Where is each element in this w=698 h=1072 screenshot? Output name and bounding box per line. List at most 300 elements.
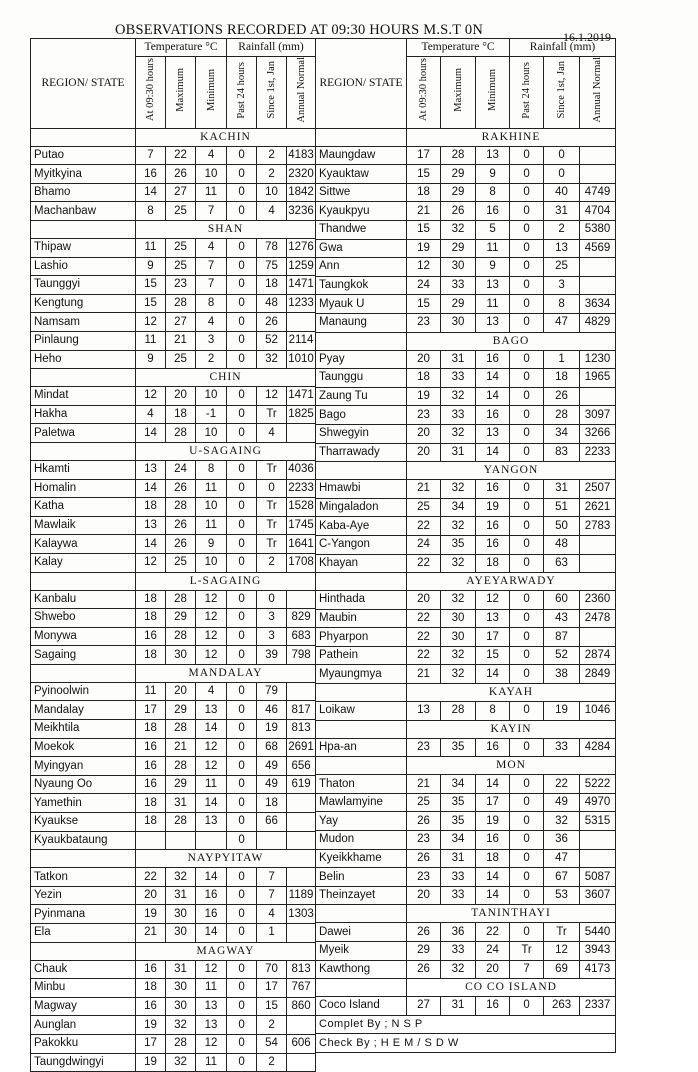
station-value: 11 [196,183,227,202]
station-row [31,831,316,850]
station-name: Moekok [31,738,136,757]
station-value: 767 [287,979,316,998]
station-value: 0 [227,960,257,979]
station-value: 18 [476,554,510,573]
station-value: 13 [196,813,227,832]
station-value: 23 [407,738,441,757]
station-row [31,239,316,258]
station-value: 2507 [580,480,616,499]
station-value: 18 [136,646,166,665]
station-value: 0 [227,775,257,794]
station-value: 34 [441,831,476,850]
station-value: 26 [544,387,580,406]
station-value [287,831,316,850]
station-value: 0 [510,812,544,831]
station-row [31,183,316,202]
station-value: 18 [136,720,166,739]
station-value: 0 [227,831,257,850]
station-name: Belin [316,868,407,887]
station-row [31,1053,316,1072]
station-value: 31 [441,350,476,369]
column-header-label: Since 1st, Jan [266,61,278,119]
station-row [316,369,616,388]
station-value: 18 [136,979,166,998]
station-value: 31 [441,997,476,1016]
station-value: 10 [196,553,227,572]
station-value: 23 [407,406,441,425]
station-name: Sittwe [316,183,407,202]
station-value: 15 [136,276,166,295]
station-value: 39 [257,646,287,665]
footer-row [316,1034,616,1053]
station-value: 26 [166,535,196,554]
column-header [287,57,316,129]
section-blank [31,942,136,960]
station-value: 18 [544,369,580,388]
station-value: 26 [166,165,196,184]
station-value: 18 [166,405,196,424]
section-title: KACHIN [136,128,316,146]
station-value: 16 [476,997,510,1016]
station-value: 24 [407,535,441,554]
station-value: 0 [227,183,257,202]
station-value: 34 [441,498,476,517]
station-name: Myeik [316,942,407,961]
column-header [544,57,580,129]
station-value: 53 [544,886,580,905]
station-value: 18 [136,794,166,813]
station-value: 30 [166,979,196,998]
station-value: Tr [257,516,287,535]
station-value [580,258,616,277]
station-value: 13 [196,1016,227,1035]
station-value: 14 [476,868,510,887]
station-value: 32 [441,480,476,499]
station-name: Maungdaw [316,146,407,165]
station-value: 16 [476,738,510,757]
station-value: 18 [136,498,166,517]
section-title: MANDALAY [136,664,316,682]
station-row [31,960,316,979]
station-value: 29 [166,701,196,720]
station-name: Kyeikkhame [316,849,407,868]
station-name: Mingaladon [316,498,407,517]
station-value: 49 [544,793,580,812]
station-value: 26 [407,960,441,979]
station-value: 21 [136,924,166,943]
section-blank [31,221,136,239]
station-name: Thandwe [316,221,407,240]
station-row [316,239,616,258]
station-value: 0 [510,443,544,462]
station-value: 4 [196,682,227,701]
station-name: Hinthada [316,591,407,610]
station-name: Putao [31,146,136,165]
header-row-top [316,39,616,57]
section-row [31,128,316,146]
station-row [31,460,316,479]
station-value: 30 [441,313,476,332]
column-header [136,57,166,129]
station-name: Myitkyina [31,165,136,184]
section-blank [316,684,407,702]
station-value: 33 [544,738,580,757]
station-value: 1965 [580,369,616,388]
station-value: 19 [476,812,510,831]
station-name: Hkamti [31,460,136,479]
station-value: 2233 [580,443,616,462]
station-value: 20 [166,682,196,701]
station-value: 0 [227,868,257,887]
station-value: 32 [441,387,476,406]
station-value: 1471 [287,387,316,406]
station-name: Kyaukse [31,813,136,832]
station-value: 4173 [580,960,616,979]
station-value: 32 [257,350,287,369]
station-value: 87 [544,628,580,647]
station-value: 18 [257,276,287,295]
station-value: 24 [407,276,441,295]
section-blank [316,757,407,775]
station-value: 14 [196,794,227,813]
station-value: 7 [196,257,227,276]
station-value: -1 [196,405,227,424]
station-value: 33 [441,276,476,295]
column-header [257,57,287,129]
station-value: 0 [510,146,544,165]
station-value: 21 [166,331,196,350]
station-value [287,424,316,443]
station-value: 0 [227,646,257,665]
station-value: 14 [476,886,510,905]
station-value: 30 [441,609,476,628]
station-value: 31 [441,443,476,462]
station-row [316,313,616,332]
station-value: 21 [407,202,441,221]
station-row [31,997,316,1016]
station-value: 13 [476,424,510,443]
station-value: 0 [227,701,257,720]
station-row [31,405,316,424]
section-blank [316,979,407,997]
station-value: 4036 [287,460,316,479]
station-value: 26 [441,202,476,221]
section-blank [316,332,407,350]
station-value: 829 [287,609,316,628]
section-blank [316,905,407,923]
station-value: 0 [227,1016,257,1035]
station-value: 32 [441,960,476,979]
station-value: 0 [510,350,544,369]
station-name: Ela [31,924,136,943]
station-name: Yezin [31,886,136,905]
station-name: Taungdwingyi [31,1053,136,1072]
section-title: CHIN [136,369,316,387]
station-value: 0 [227,1034,257,1053]
station-value: 14 [136,535,166,554]
station-value: 860 [287,997,316,1016]
section-row [316,128,616,146]
station-value: 0 [227,202,257,221]
station-value: 656 [287,757,316,776]
station-value: 28 [166,720,196,739]
station-name: C-Yangon [316,535,407,554]
left-observation-table [30,38,316,1072]
station-value: 2233 [287,479,316,498]
column-header-label: Annual Normal [295,57,307,123]
station-value: 9 [136,257,166,276]
section-title: BAGO [407,332,616,350]
station-value: 14 [476,387,510,406]
station-value [287,682,316,701]
section-row [316,979,616,997]
station-value: 5315 [580,812,616,831]
station-value: 0 [227,516,257,535]
station-row [31,146,316,165]
station-value: 31 [166,794,196,813]
station-name: Zaung Tu [316,387,407,406]
station-value: 0 [227,424,257,443]
section-title: SHAN [136,221,316,239]
station-name: Ann [316,258,407,277]
station-value [580,554,616,573]
column-header [196,57,227,129]
station-value: 0 [227,498,257,517]
station-value: 31 [166,960,196,979]
station-name: Bago [316,406,407,425]
column-header [441,57,476,129]
station-value: 1641 [287,535,316,554]
station-value: 28 [166,424,196,443]
station-value: 0 [510,609,544,628]
station-row [31,1016,316,1035]
column-header-label: Maximum [175,67,186,112]
station-value: 11 [136,331,166,350]
station-value: 3943 [580,942,616,961]
station-row [316,793,616,812]
station-value: 12 [196,960,227,979]
station-value: 32 [441,221,476,240]
station-value [287,1053,316,1072]
station-row [31,331,316,350]
station-name: Phyarpon [316,628,407,647]
station-value: 63 [544,554,580,573]
station-value: 8 [196,460,227,479]
station-name: Mudon [316,831,407,850]
station-value: 4829 [580,313,616,332]
column-header-label: Annual Normal [592,57,604,123]
station-value: Tr [257,405,287,424]
station-value: 17 [407,146,441,165]
section-row [31,942,316,960]
station-value [580,387,616,406]
station-name: Sagaing [31,646,136,665]
station-value: 8 [196,294,227,313]
station-value: 25 [166,239,196,258]
station-value: 0 [510,295,544,314]
station-value: 25 [166,202,196,221]
station-value: 0 [227,1053,257,1072]
section-title: RAKHINE [407,128,616,146]
station-value: 0 [510,221,544,240]
station-name: Myingyan [31,757,136,776]
section-blank [31,128,136,146]
station-value: 14 [136,424,166,443]
station-row [31,387,316,406]
station-value: 4970 [580,793,616,812]
station-value: 1745 [287,516,316,535]
section-row [316,684,616,702]
station-row [31,868,316,887]
station-row [316,146,616,165]
station-value: 13 [136,516,166,535]
station-value: 28 [544,406,580,425]
station-value: 14 [196,720,227,739]
station-value: 9 [196,535,227,554]
station-value: 8 [476,183,510,202]
station-value: 12 [196,738,227,757]
station-value: 0 [227,276,257,295]
station-value: 2360 [580,591,616,610]
section-row [316,905,616,923]
station-value: 0 [510,886,544,905]
station-value: 14 [136,183,166,202]
station-value: 33 [441,406,476,425]
station-value: 8 [544,295,580,314]
station-value: 48 [257,294,287,313]
station-value: 33 [441,369,476,388]
station-value: 1528 [287,498,316,517]
station-value: 33 [441,886,476,905]
station-value: 22 [407,628,441,647]
station-value [196,831,227,850]
station-value: 20 [407,424,441,443]
station-value: 0 [510,591,544,610]
station-value: 27 [407,997,441,1016]
station-value: 0 [227,886,257,905]
station-value: 20 [166,387,196,406]
station-value: 13 [476,609,510,628]
station-value: 0 [510,628,544,647]
station-value: 18 [136,609,166,628]
station-value: 31 [166,886,196,905]
station-value: 23 [407,313,441,332]
station-value: 12 [257,387,287,406]
station-value: 35 [441,812,476,831]
station-value: 2337 [580,997,616,1016]
station-value: 29 [407,942,441,961]
section-row [31,850,316,868]
station-name: Kyauktaw [316,165,407,184]
station-value: 9 [476,258,510,277]
station-value: 31 [544,202,580,221]
station-row [316,960,616,979]
station-name: Kalaywa [31,535,136,554]
footer-row [316,1015,616,1034]
station-value: 0 [510,239,544,258]
station-value: 606 [287,1034,316,1053]
region-state-header: REGION/ STATE [316,39,407,129]
column-header [510,57,544,129]
station-value: 35 [441,535,476,554]
station-name: Thaton [316,775,407,794]
station-value: 0 [510,665,544,684]
station-value: 11 [196,979,227,998]
station-name: Aunglan [31,1016,136,1035]
station-value: 16 [136,738,166,757]
station-value: 25 [166,350,196,369]
station-value: 1259 [287,257,316,276]
station-value: 12 [136,387,166,406]
station-value: 0 [510,997,544,1016]
station-row [316,517,616,536]
station-row [31,276,316,295]
station-value: 14 [196,924,227,943]
station-value: 3 [257,627,287,646]
station-value: 0 [227,627,257,646]
station-value: 16 [136,960,166,979]
station-value: 0 [510,923,544,942]
station-value: 0 [227,813,257,832]
station-value: 20 [476,960,510,979]
station-value [257,831,287,850]
station-value: 0 [227,905,257,924]
section-blank [316,462,407,480]
station-value: 22 [407,554,441,573]
station-value: 52 [544,646,580,665]
header-row-top [31,39,316,57]
station-value: 1825 [287,405,316,424]
station-value: 16 [476,517,510,536]
station-name: Minbu [31,979,136,998]
station-value [580,165,616,184]
station-name: Theinzayet [316,886,407,905]
station-row [316,997,616,1016]
station-value: 0 [227,313,257,332]
station-value: 7 [257,886,287,905]
station-value: 0 [227,720,257,739]
station-name: Kyaukpyu [316,202,407,221]
station-value: 83 [544,443,580,462]
station-value: 19 [136,1016,166,1035]
station-value: 19 [257,720,287,739]
station-value: 12 [196,609,227,628]
signature-line: Complet By ; N S P [316,1015,616,1034]
station-value: 25 [166,553,196,572]
station-name: Meikhtila [31,720,136,739]
station-value: 0 [510,498,544,517]
station-value: 7 [196,202,227,221]
station-value: 1 [544,350,580,369]
station-value: 32 [441,646,476,665]
station-value: 28 [166,627,196,646]
station-value: 30 [166,924,196,943]
station-value: 4183 [287,146,316,165]
station-value: 1046 [580,702,616,721]
station-value: 0 [510,831,544,850]
station-value: 32 [441,665,476,684]
station-value: 8 [476,702,510,721]
station-value: 13 [476,313,510,332]
station-row [31,886,316,905]
station-value: 16 [136,997,166,1016]
station-value [136,831,166,850]
station-value: 26 [407,923,441,942]
station-row [31,516,316,535]
station-value: 0 [510,165,544,184]
station-value: 26 [407,812,441,831]
station-value: 78 [257,239,287,258]
